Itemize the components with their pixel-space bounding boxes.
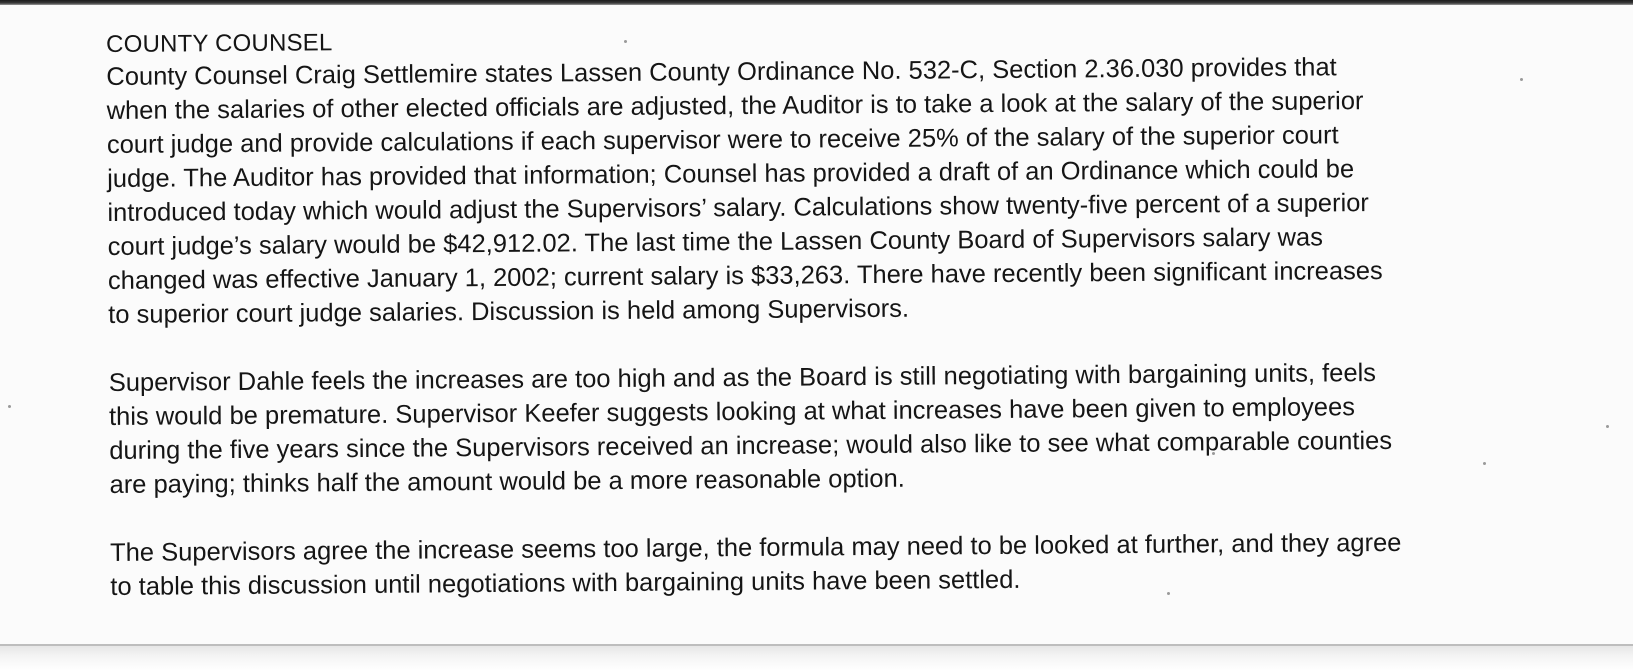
text-line: to superior court judge salaries. Discussion is held among Supervisors.: [108, 294, 910, 329]
text-line: are paying; thinks half the amount would be a more reasonable option.: [109, 464, 905, 499]
text-line: judge. The Auditor has provided that information; Counsel has provided a draft of an Ordinance which could be: [107, 155, 1355, 193]
scan-speck: [8, 405, 11, 408]
text-line: The Supervisors agree the increase seems too large, the formula may need to be looked at further, and they agree: [109, 528, 1402, 567]
text-line: during the five years since the Supervisors received an increase; would also like to see what comparable counties: [109, 426, 1393, 465]
section-heading: COUNTY COUNSEL: [106, 29, 333, 58]
scan-speck: [1606, 425, 1609, 428]
text-line: court judge’s salary would be $42,912.02. The last time the Lassen County Board of Supervisors salary was: [107, 223, 1324, 261]
text-line: to table this discussion until negotiations with bargaining units have been settled.: [110, 565, 1021, 601]
text-line: Supervisor Dahle feels the increases are too high and as the Board is still negotiating with bargaining units, feels: [108, 359, 1377, 397]
minutes-text: [106, 19, 1560, 604]
paragraph: [106, 49, 1558, 332]
text-line: when the salaries of other elected officials are adjusted, the Auditor is to take a look at the salary of the superior: [106, 87, 1364, 125]
scan-bottom-edge: [0, 646, 1633, 671]
text-line: County Counsel Craig Settlemire states Lassen County Ordinance No. 532-C, Section 2.36.030 provides that: [106, 53, 1337, 91]
text-line: changed was effective January 1, 2002; current salary is $33,263. There have recently been significant increases: [107, 256, 1383, 295]
paragraph: [109, 355, 1560, 502]
paragraph: [110, 525, 1560, 604]
text-line: this would be premature. Supervisor Keefer suggests looking at what increases have been given to employees: [108, 393, 1356, 431]
scan-top-edge: [0, 0, 1633, 5]
text-line: court judge and provide calculations if each supervisor were to receive 25% of the salary of the superior court: [106, 121, 1339, 159]
text-line: introduced today which would adjust the Supervisors’ salary. Calculations show twenty-five percent of a superior: [107, 189, 1369, 227]
